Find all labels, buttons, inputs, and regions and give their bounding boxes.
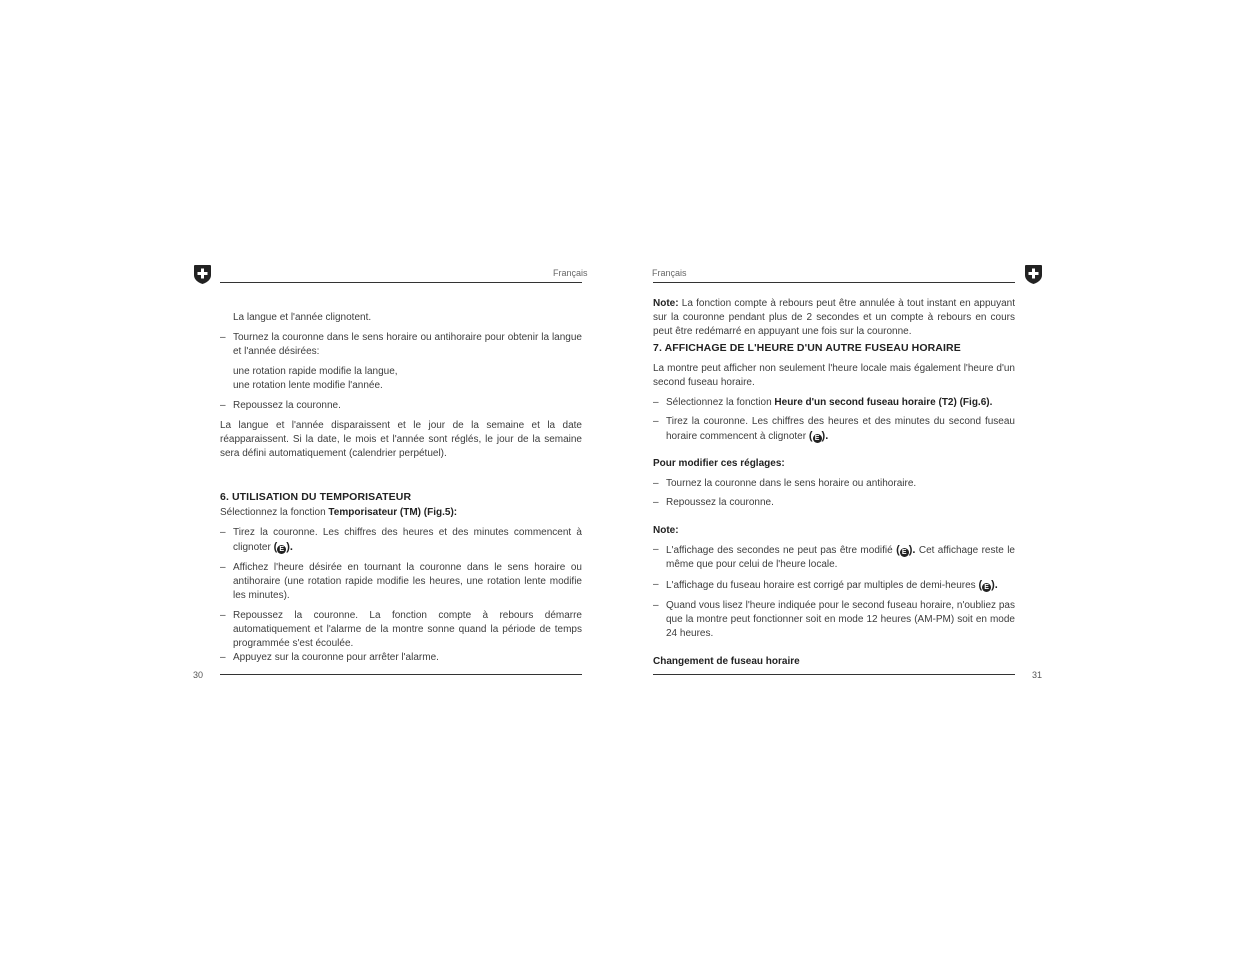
right-page-body xyxy=(653,297,1015,669)
crown-position-ref: ( E ). xyxy=(808,430,829,442)
bullet-item: – Repoussez la couronne. xyxy=(653,496,1015,510)
left-page-body xyxy=(220,311,582,665)
bullet-item: – Affichez l'heure désirée en tournant la couronne dans le sens horaire ou antihoraire (une rotation rapide modifie les heures, une rotation lente modifie les minutes). xyxy=(220,561,582,603)
note-paragraph xyxy=(653,297,1015,339)
bullet-item: – Repoussez la couronne. La fonction compte à rebours démarre automatiquement et l'alarme de la montre sonne quand la période de temps programmée s'est écoulée. xyxy=(220,609,582,651)
section-heading: 6. UTILISATION DU TEMPORISATEUR xyxy=(220,491,412,503)
e-circle-icon: E xyxy=(813,434,822,443)
paragraph: La montre peut afficher non seulement l'heure locale mais également l'heure d'un second fuseau horaire. xyxy=(653,363,1015,388)
right-page xyxy=(651,0,1071,954)
bullet-item: – Repoussez la couronne. xyxy=(220,399,582,413)
footer-divider xyxy=(653,674,1015,675)
section-heading: 7. AFFICHAGE DE L'HEURE D'UN AUTRE FUSEAU HORAIRE xyxy=(653,342,961,354)
bullet-item: – Tournez la couronne dans le sens horaire ou antihoraire. xyxy=(653,477,1015,491)
crown-position-ref: ( E ). xyxy=(273,541,293,553)
page-number: 30 xyxy=(193,670,204,680)
bullet-item: – Quand vous lisez l'heure indiquée pour le second fuseau horaire, n'oubliez pas que la montre peut fonctionner soit en mode 12 heures (AM-PM) soit en mode 24 heures. xyxy=(653,599,1015,641)
function-name: Temporisateur (TM) (Fig.5): xyxy=(328,507,458,518)
bullet-item: – Appuyez sur la couronne pour arrêter l'alarme. xyxy=(220,651,582,665)
note-text: La fonction compte à rebours peut être annulée à tout instant en appuyant sur la couronne pendant plus de 2 secondes et un compte à rebours en cours peut être redémarré en appuyant une fois sur la couronne. xyxy=(653,298,1015,337)
e-circle-icon: E xyxy=(277,545,286,554)
note-label: Note: xyxy=(653,298,679,309)
language-label: Français xyxy=(652,268,687,278)
bullet-text: Tirez la couronne. Les chiffres des heures et des minutes du second fuseau horaire commencent à clignoter xyxy=(666,416,1015,442)
subheading: Note: xyxy=(653,525,679,536)
paragraph: La langue et l'année clignotent. xyxy=(233,312,372,323)
bullet-item xyxy=(653,578,1015,593)
bullet-text: L'affichage des secondes ne peut pas être modifié xyxy=(666,545,893,556)
swiss-cross-shield-icon xyxy=(193,264,212,285)
header-divider xyxy=(653,282,1015,283)
bullet-item: – Tournez la couronne dans le sens horaire ou antihoraire pour obtenir la langue et l'année désirées: xyxy=(220,331,582,359)
footer-divider xyxy=(220,674,582,675)
subheading: Changement de fuseau horaire xyxy=(653,656,800,667)
bullet-item xyxy=(220,526,582,555)
subheading: Pour modifier ces réglages: xyxy=(653,458,785,469)
bullet-text: Tirez la couronne. Les chiffres des heures et des minutes commencent à clignoter xyxy=(233,527,582,553)
bullet-item xyxy=(653,415,1015,444)
bullet-text: Sélectionnez la fonction xyxy=(666,397,775,408)
crown-position-ref: ( E ). xyxy=(896,544,916,556)
paragraph: La langue et l'année disparaissent et le jour de la semaine et la date réapparaissent. Si la date, le mois et l'année sont réglés, le jour de la semaine sera défini automatiquement (calendrier perpétuel). xyxy=(220,420,582,459)
paragraph-line: une rotation rapide modifie la langue, xyxy=(233,366,398,377)
paragraph xyxy=(220,365,582,393)
crown-position-ref: ( E ). xyxy=(978,579,998,591)
page-number: 31 xyxy=(1032,670,1043,680)
bullet-text: Cet affichage reste le même que pour celui de l'heure locale. xyxy=(666,545,1015,570)
e-circle-icon: E xyxy=(900,548,909,557)
function-name: Heure d'un second fuseau horaire (T2) (Fig.6). xyxy=(774,397,993,408)
e-circle-icon: E xyxy=(982,583,991,592)
bullet-text: L'affichage du fuseau horaire est corrigé par multiples de demi-heures xyxy=(666,580,976,591)
swiss-cross-shield-icon xyxy=(1024,264,1043,285)
left-page xyxy=(190,0,610,954)
paragraph xyxy=(220,506,582,520)
bullet-item xyxy=(653,396,1015,410)
header-divider xyxy=(220,282,582,283)
language-label: Français xyxy=(553,268,588,278)
bullet-item xyxy=(653,543,1015,572)
paragraph-line: une rotation lente modifie l'année. xyxy=(233,380,383,391)
paragraph-text: Sélectionnez la fonction xyxy=(220,507,329,518)
